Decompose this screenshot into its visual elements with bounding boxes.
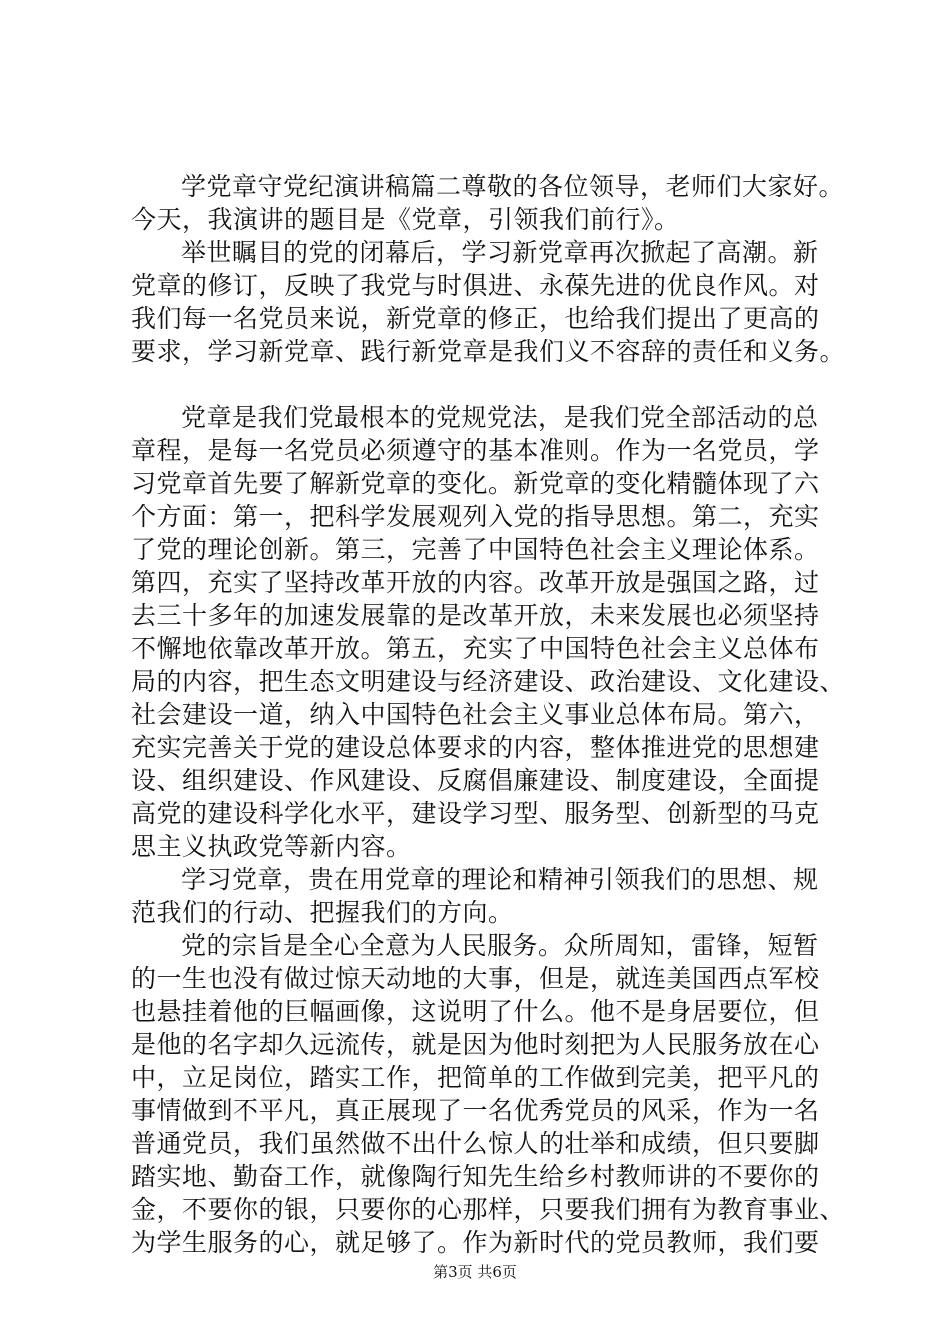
text-line: 党章是我们党最根本的党规党法，是我们党全部活动的总: [181, 403, 819, 432]
text-line: 中，立足岗位，踏实工作，把简单的工作做到完美，把平凡的: [131, 1063, 820, 1092]
text-line: 第四，充实了坚持改革开放的内容。改革开放是强国之路，过: [131, 568, 820, 597]
text-line: 我们每一名党员来说，新党章的修正，也给我们提出了更高的: [131, 304, 820, 333]
page-footer: [0, 1262, 950, 1282]
text-line: 也悬挂着他的巨幅画像，这说明了什么。他不是身居要位，但: [131, 997, 820, 1026]
text-line: 思主义执政党等新内容。: [131, 832, 412, 861]
paragraph-4: [131, 863, 831, 929]
text-line: 学党章守党纪演讲稿篇二尊敬的各位领导，老师们大家好。: [181, 172, 845, 201]
text-line: 学习党章，贵在用党章的理论和精神引领我们的思想、规: [181, 865, 819, 894]
text-line: 范我们的行动、把握我们的方向。: [131, 898, 514, 927]
text-line: 个方面：第一，把科学发展观列入党的指导思想。第二，充实: [131, 502, 820, 531]
text-line: 社会建设一道，纳入中国特色社会主义事业总体布局。第六，: [131, 700, 820, 729]
document-body: [131, 170, 846, 1259]
paragraph-1: [131, 170, 845, 236]
text-line: 为学生服务的心，就足够了。作为新时代的党员教师，我们要: [131, 1228, 820, 1257]
paragraph-spacer: [131, 368, 831, 401]
text-line: 高党的建设科学化水平，建设学习型、服务型、创新型的马克: [131, 799, 820, 828]
paragraph-2: [131, 236, 846, 368]
text-line: 习党章首先要了解新党章的变化。新党章的变化精髓体现了六: [131, 469, 820, 498]
text-line: 不懈地依靠改革开放。第五，充实了中国特色社会主义总体布: [131, 634, 820, 663]
text-line: 是他的名字却久远流传，就是因为他时刻把为人民服务放在心: [131, 1030, 820, 1059]
text-line: 举世瞩目的党的闭幕后，学习新党章再次掀起了高潮。新: [181, 238, 819, 267]
text-line: 了党的理论创新。第三，完善了中国特色社会主义理论体系。: [131, 535, 820, 564]
text-line: 要求，学习新党章、践行新党章是我们义不容辞的责任和义务。: [131, 337, 846, 366]
text-line: 设、组织建设、作风建设、反腐倡廉建设、制度建设，全面提: [131, 766, 820, 795]
text-line: 金，不要你的银，只要你的心那样，只要我们拥有为教育事业、: [131, 1195, 846, 1224]
text-line: 今天，我演讲的题目是《党章，引领我们前行》。: [131, 205, 680, 234]
text-line: 去三十多年的加速发展靠的是改革开放，未来发展也必须坚持: [131, 601, 820, 630]
text-line: 党章的修订，反映了我党与时俱进、永葆先进的优良作风。对: [131, 271, 820, 300]
paragraph-3: [131, 401, 846, 863]
text-line: 的一生也没有做过惊天动地的大事，但是，就连美国西点军校: [131, 964, 820, 993]
text-line: 踏实地、勤奋工作，就像陶行知先生给乡村教师讲的不要你的: [131, 1162, 820, 1191]
page-number-label: 第3页 共6页: [433, 1263, 517, 1281]
text-line: 局的内容，把生态文明建设与经济建设、政治建设、文化建设、: [131, 667, 846, 696]
paragraph-5: [131, 929, 846, 1259]
text-line: 普通党员，我们虽然做不出什么惊人的壮举和成绩，但只要脚: [131, 1129, 820, 1158]
text-line: 充实完善关于党的建设总体要求的内容，整体推进党的思想建: [131, 733, 820, 762]
text-line: 党的宗旨是全心全意为人民服务。众所周知，雷锋，短暂: [181, 931, 819, 960]
text-line: 事情做到不平凡，真正展现了一名优秀党员的风采，作为一名: [131, 1096, 820, 1125]
text-line: 章程，是每一名党员必须遵守的基本准则。作为一名党员，学: [131, 436, 820, 465]
